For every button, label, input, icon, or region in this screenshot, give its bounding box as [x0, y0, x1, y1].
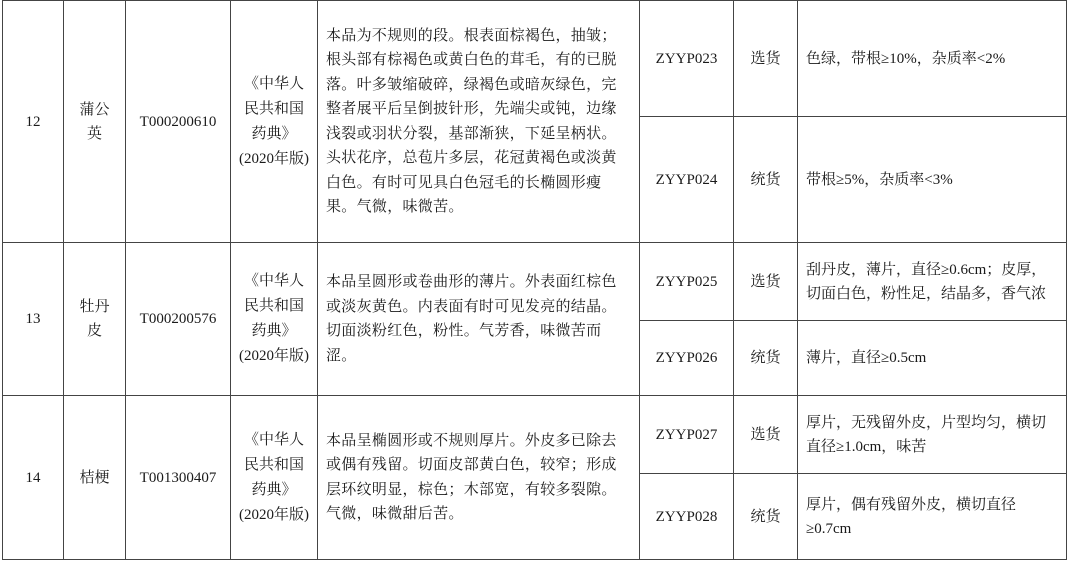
herb-name-text: 牡丹皮 [79, 299, 110, 339]
herb-description: 本品为不规则的段。根表面棕褐色，抽皱；根头部有棕褐色或黄白色的茸毛，有的已脱落。叶多皱缩破碎，绿褐色或暗灰绿色，完整者展平后呈倒披针形，先端尖或钝，边缘浅裂或羽状分裂，基部渐狭，下延呈柄状。头状花序，总苞片多层，花冠黄褐色或淡黄白色。有时可见具白色冠毛的长椭圆形瘦果。气微，味微苦。 [318, 1, 640, 243]
grade-spec: 带根≥5%，杂质率<3% [798, 117, 1067, 243]
herb-code: T000200576 [126, 243, 231, 396]
grade-spec: 色绿，带根≥10%，杂质率<2% [798, 1, 1067, 117]
table-row [3, 396, 1067, 474]
grade-type: 选货 [734, 243, 798, 321]
grade-id: ZYYP023 [640, 1, 734, 117]
standard-source: 《中华人民共和国药典》(2020年版) [231, 243, 318, 396]
grade-type: 选货 [734, 396, 798, 474]
table-row [3, 1, 1067, 117]
herb-code: T001300407 [126, 396, 231, 560]
grade-id: ZYYP024 [640, 117, 734, 243]
grade-type: 选货 [734, 1, 798, 117]
herb-grade-table [2, 0, 1067, 560]
grade-spec: 厚片，无残留外皮，片型均匀，横切直径≥1.0cm，味苦 [798, 396, 1067, 474]
standard-source: 《中华人民共和国药典》(2020年版) [231, 396, 318, 560]
row-number: 14 [3, 396, 64, 560]
grade-id: ZYYP026 [640, 321, 734, 396]
herb-name: 桔梗 [64, 396, 126, 560]
grade-spec: 厚片，偶有残留外皮，横切直径≥0.7cm [798, 474, 1067, 560]
grade-type: 统货 [734, 117, 798, 243]
standard-source: 《中华人民共和国药典》(2020年版) [231, 1, 318, 243]
herb-code: T000200610 [126, 1, 231, 243]
herb-description: 本品呈椭圆形或不规则厚片。外皮多已除去或偶有残留。切面皮部黄白色，较窄；形成层环纹明显，棕色；木部宽，有较多裂隙。气微，味微甜后苦。 [318, 396, 640, 560]
grade-id: ZYYP028 [640, 474, 734, 560]
grade-spec: 刮丹皮，薄片，直径≥0.6cm；皮厚，切面白色，粉性足，结晶多，香气浓 [798, 243, 1067, 321]
grade-spec: 薄片，直径≥0.5cm [798, 321, 1067, 396]
herb-name [64, 1, 126, 243]
table-row [3, 243, 1067, 321]
grade-type: 统货 [734, 321, 798, 396]
row-number: 12 [3, 1, 64, 243]
herb-name-text: 蒲公英 [79, 101, 110, 142]
grade-id: ZYYP025 [640, 243, 734, 321]
row-number: 13 [3, 243, 64, 396]
herb-name [64, 243, 126, 396]
grade-type: 统货 [734, 474, 798, 560]
grade-id: ZYYP027 [640, 396, 734, 474]
herb-description: 本品呈圆形或卷曲形的薄片。外表面红棕色或淡灰黄色。内表面有时可见发亮的结晶。切面淡粉红色，粉性。气芳香，味微苦而涩。 [318, 243, 640, 396]
